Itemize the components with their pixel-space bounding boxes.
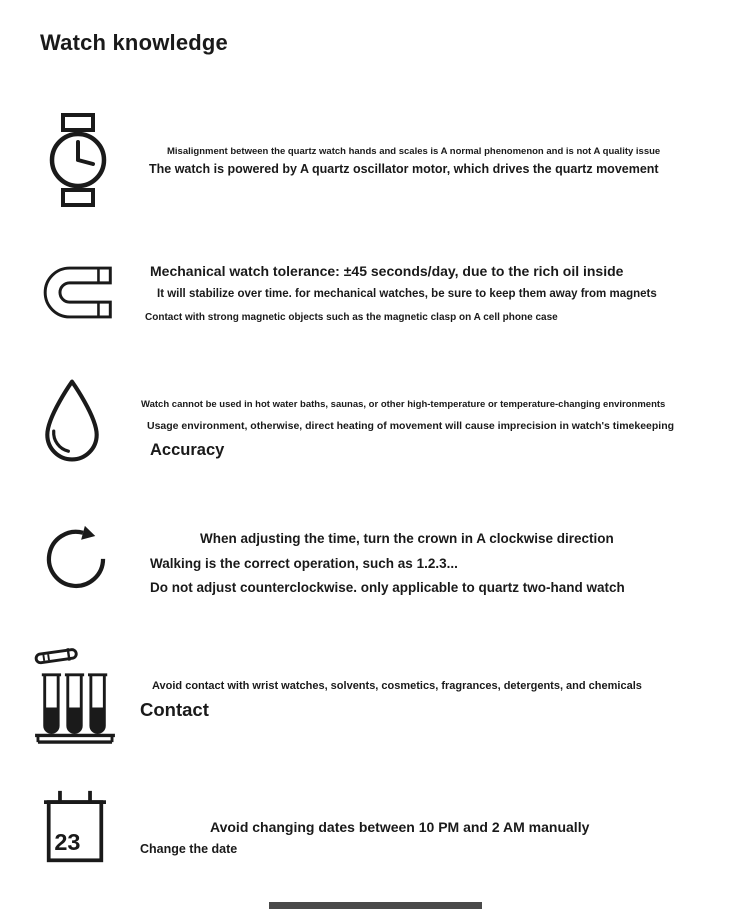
correct-operation-text: Walking is the correct operation, such as 1.2.3... [150,556,458,571]
page-title: Watch knowledge [40,30,228,55]
change-date-heading: Change the date [140,842,238,856]
magnetic-objects-note: Contact with strong magnetic objects such as the magnetic clasp on A cell phone case [145,312,558,323]
test-tubes-icon [34,644,116,745]
clockwise-direction-text: When adjusting the time, turn the crown in A clockwise direction [200,531,614,546]
watch-icon [40,112,116,208]
quartz-misalignment-note: Misalignment between the quartz watch hands and scales is A normal phenomenon and is not A quality issue [167,146,661,157]
accuracy-heading: Accuracy [150,441,225,459]
usage-environment-text: Usage environment, otherwise, direct heating of movement will cause imprecision in watch's timekeeping [147,420,675,432]
water-drop-icon [40,378,104,465]
chemical-avoid-text: Avoid contact with wrist watches, solvents, cosmetics, fragrances, detergents, and chemicals [152,680,642,692]
hot-water-warning-note: Watch cannot be used in hot water baths, saunas, or other high-temperature or temperature-changing environments [141,399,666,410]
rotate-clockwise-icon [42,520,110,591]
quartz-movement-text: The watch is powered by A quartz oscillator motor, which drives the quartz movement [149,162,659,176]
magnet-icon [40,262,114,323]
date-change-warning-text: Avoid changing dates between 10 PM and 2 AM manually [210,819,590,835]
contact-heading: Contact [140,699,209,720]
calendar-icon [42,788,108,865]
mechanical-tolerance-text: Mechanical watch tolerance: ±45 seconds/day, due to the rich oil inside [150,263,624,279]
magnet-warning-text: It will stabilize over time. for mechanical watches, be sure to keep them away from magnets [157,288,657,300]
bottom-divider-bar [269,902,482,909]
calendar-day-number: 23 [54,828,81,855]
counterclockwise-warning-text: Do not adjust counterclockwise. only applicable to quartz two-hand watch [150,580,625,595]
